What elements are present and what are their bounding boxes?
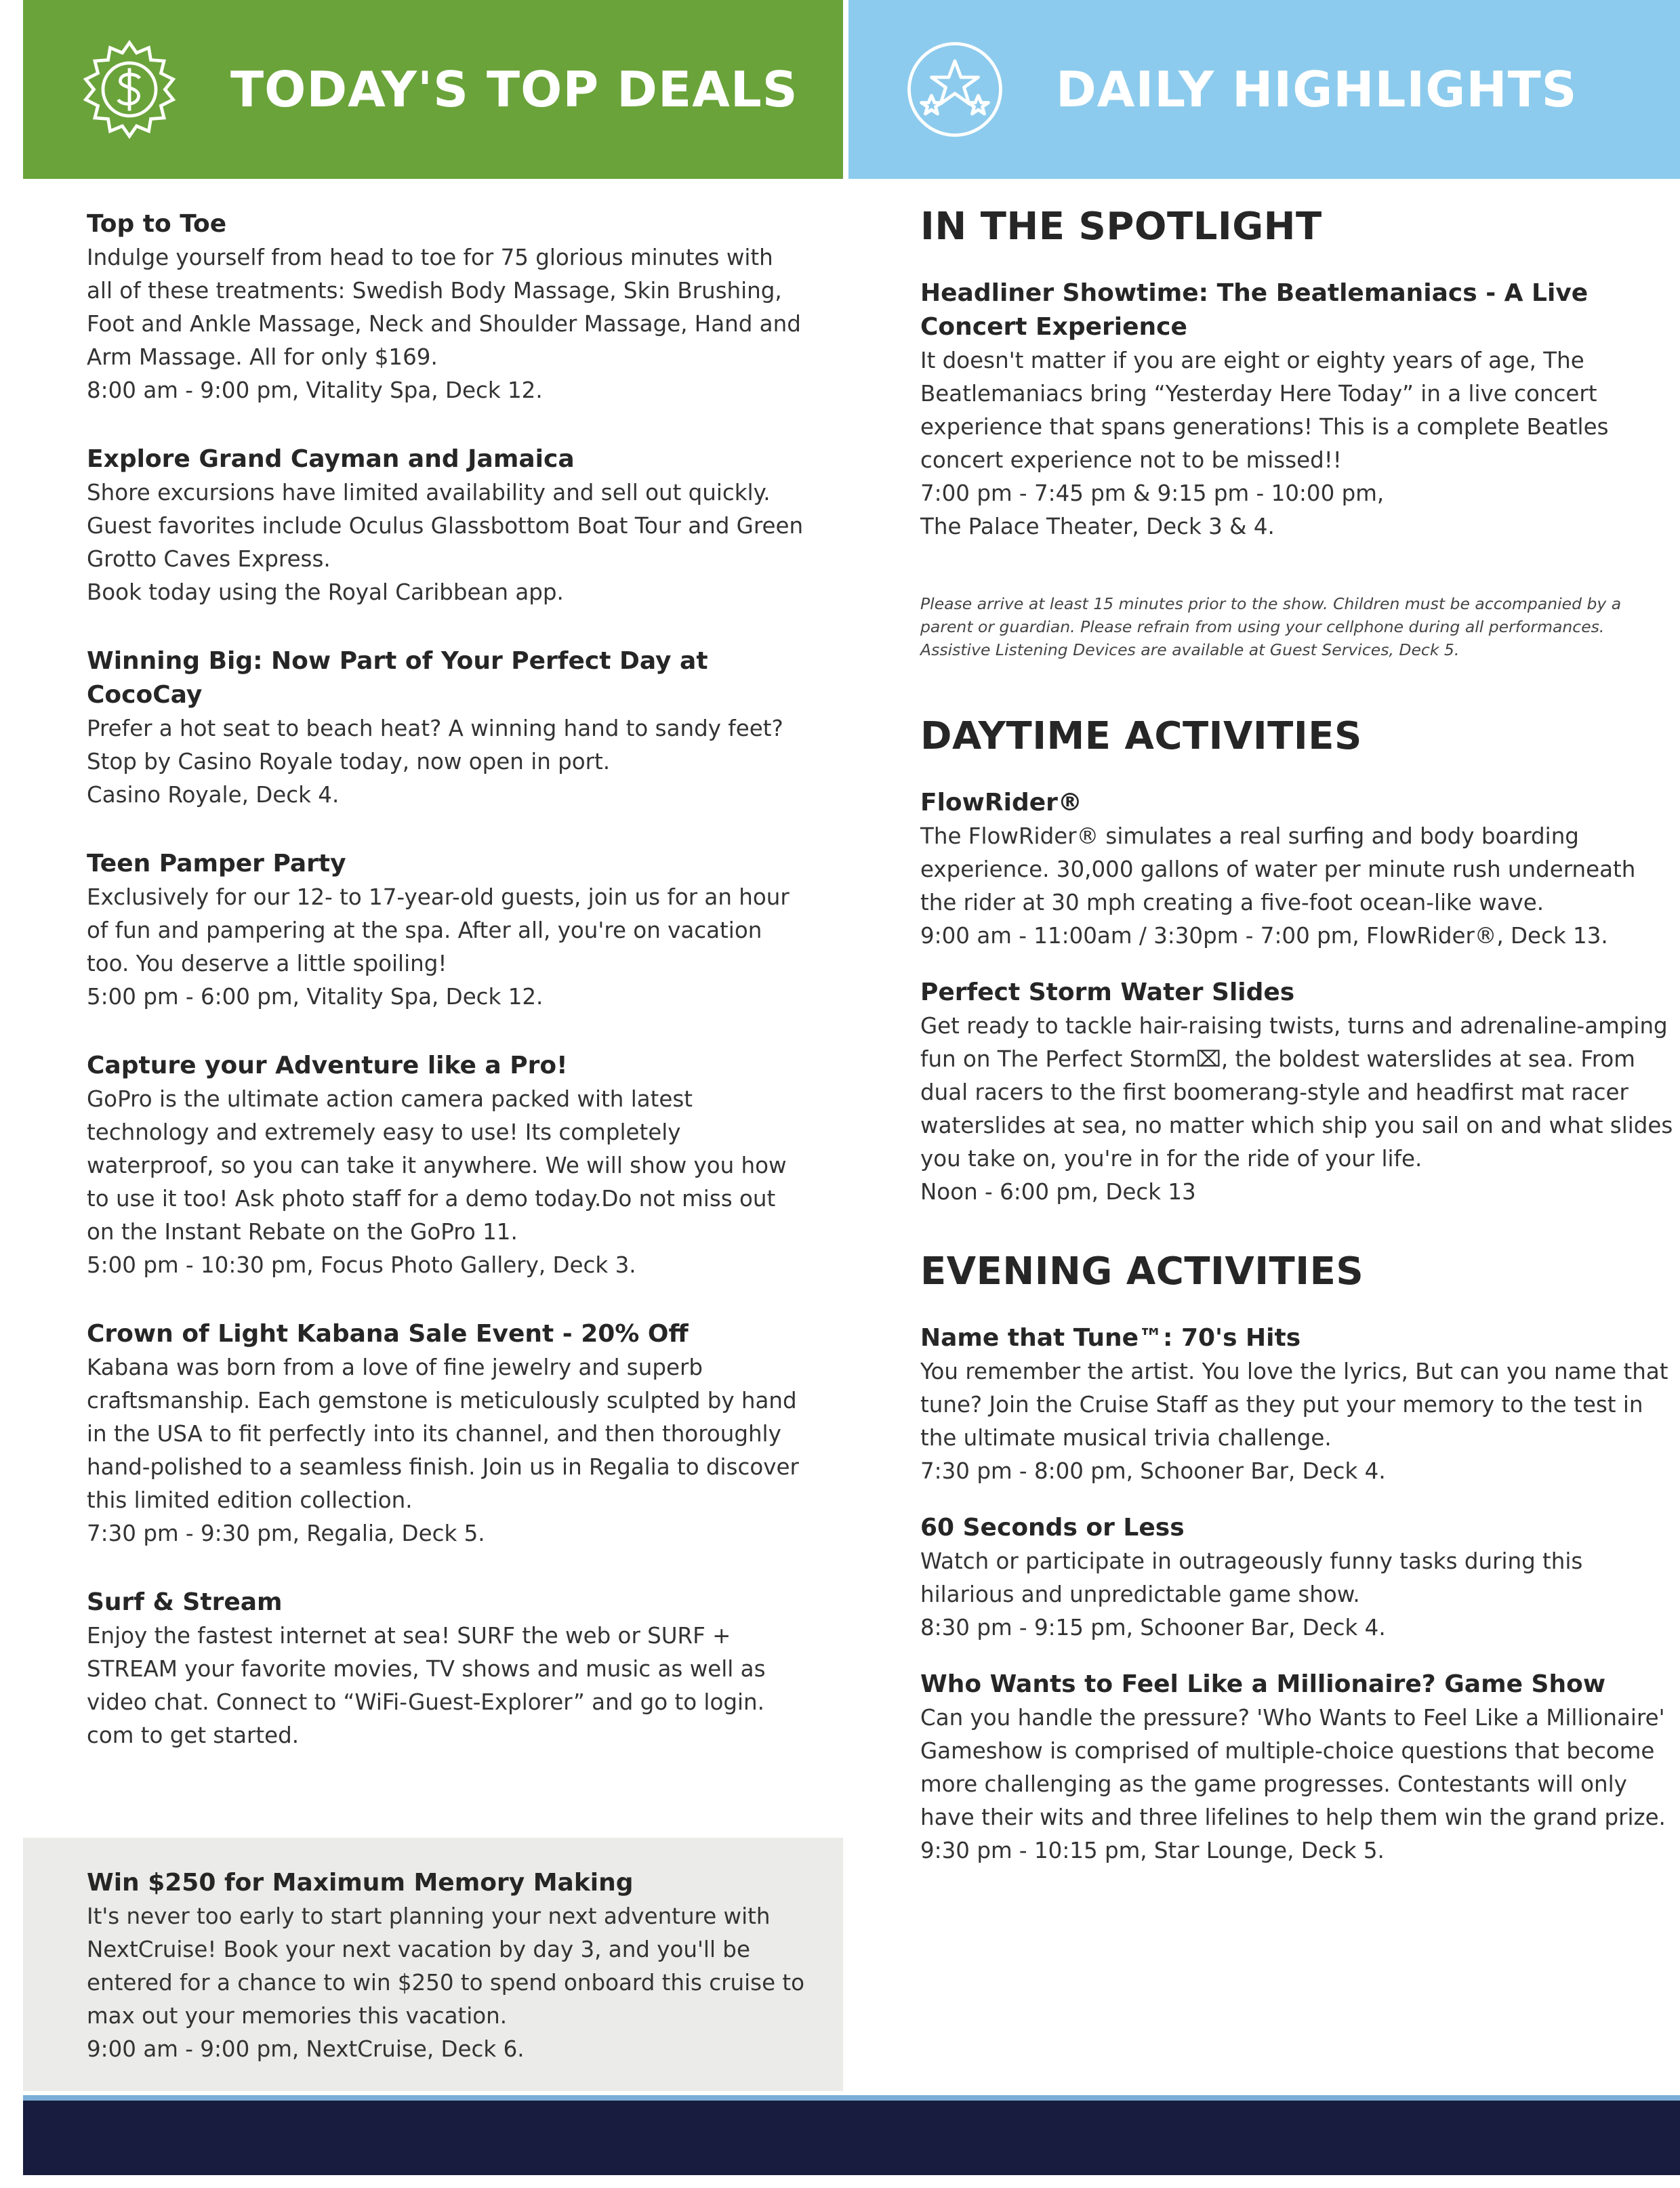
top-deals-header <box>23 0 843 179</box>
deal-title: Winning Big: Now Part of Your Perfect Day at CocoCay <box>87 647 708 709</box>
deal-item <box>87 1049 805 1282</box>
deal-schedule: 7:30 pm - 9:30 pm, Regalia, Deck 5. <box>87 1521 485 1546</box>
deal-schedule: Book today using the Royal Caribbean app. <box>87 579 564 605</box>
stars-circle-icon <box>904 39 1006 140</box>
activity-item <box>920 1511 1674 1645</box>
activity-description: Get ready to tackle hair-raising twists, turns and adrenaline-amping fun on The Perfect Storm⌧, the boldest waterslides at sea. From dual racers to the first boomerang-style and headfirst mat racer waterslides at sea, no matter which ship you sail on and what slides you take on, you're in for the ride of your life. <box>920 1013 1673 1172</box>
activity-schedule: 8:30 pm - 9:15 pm, Schooner Bar, Deck 4. <box>920 1615 1386 1640</box>
deal-title: Surf & Stream <box>87 1588 283 1616</box>
activity-description: You remember the artist. You love the lyrics, But can you name that tune? Join the Cruise Staff as they put your memory to the test in the ultimate musical trivia challenge. <box>920 1359 1668 1451</box>
deal-item <box>87 1317 805 1550</box>
activity-title: FlowRider® <box>920 789 1082 817</box>
deal-item <box>87 442 805 609</box>
deal-description: Exclusively for our 12- to 17-year-old guests, join us for an hour of fun and pampering at the spa. After all, you're on vacation too. You deserve a little spoiling! <box>87 884 790 976</box>
activity-item <box>920 786 1674 953</box>
activity-schedule: 9:00 am - 11:00am / 3:30pm - 7:00 pm, FlowRider®, Deck 13. <box>920 923 1608 949</box>
spotlight-description: It doesn't matter if you are eight or eighty years of age, The Beatlemaniacs bring “Yesterday Here Today” in a live concert experience that spans generations! This is a complete Beatles concert experience not to be missed!! <box>920 348 1609 473</box>
deal-item <box>87 207 805 407</box>
deal-title: Teen Pamper Party <box>87 850 346 878</box>
deal-schedule: 5:00 pm - 6:00 pm, Vitality Spa, Deck 12. <box>87 984 544 1010</box>
activity-item <box>920 1321 1674 1488</box>
deal-title: Explore Grand Cayman and Jamaica <box>87 445 575 473</box>
highlights-column <box>920 203 1674 1891</box>
deal-title: Crown of Light Kabana Sale Event - 20% Off <box>87 1320 689 1348</box>
spotlight-title: Headliner Showtime: The Beatlemaniacs - A Live Concert Experience <box>920 279 1589 341</box>
spotlight-schedule: 7:00 pm - 7:45 pm & 9:15 pm - 10:00 pm, <box>920 480 1385 506</box>
deal-schedule: 5:00 pm - 10:30 pm, Focus Photo Gallery, Deck 3. <box>87 1252 636 1278</box>
spotlight-note: Please arrive at least 15 minutes prior to the show. Children must be accompanied by a parent or guardian. Please refrain from using your cellphone during all performances. Assistive Listening Devices are available at Guest Services, Deck 5. <box>920 594 1622 659</box>
deal-title: Top to Toe <box>87 210 227 238</box>
deal-title: Capture your Adventure like a Pro! <box>87 1052 568 1079</box>
activity-title: Who Wants to Feel Like a Millionaire? Game Show <box>920 1670 1606 1698</box>
promo-schedule: 9:00 am - 9:00 pm, NextCruise, Deck 6. <box>87 2036 525 2062</box>
spotlight-venue: The Palace Theater, Deck 3 & 4. <box>920 514 1275 539</box>
spotlight-item <box>920 276 1674 543</box>
activity-description: Can you handle the pressure? 'Who Wants to Feel Like a Millionaire' Gameshow is comprised of multiple-choice questions that become more challenging as the game progresses. Contestants will only have their wits and three lifelines to help them win the grand prize. <box>920 1705 1666 1830</box>
footer-bar <box>23 2101 1680 2175</box>
deal-schedule: 8:00 am - 9:00 pm, Vitality Spa, Deck 12. <box>87 377 543 403</box>
activity-description: Watch or participate in outrageously funny tasks during this hilarious and unpredictable game show. <box>920 1548 1583 1607</box>
activity-schedule: Noon - 6:00 pm, Deck 13 <box>920 1179 1196 1205</box>
deal-description: Prefer a hot seat to beach heat? A winning hand to sandy feet? Stop by Casino Royale today, now open in port. <box>87 716 783 775</box>
spotlight-heading: IN THE SPOTLIGHT <box>920 205 1322 249</box>
promo-title: Win $250 for Maximum Memory Making <box>87 1869 634 1897</box>
deal-description: Enjoy the fastest internet at sea! SURF the web or SURF + STREAM your favorite movies, TV shows and music as well as video chat. Connect to “WiFi-Guest-Explorer” and go to login. com to get started. <box>87 1623 766 1748</box>
promo-description: It's never too early to start planning your next adventure with NextCruise! Book your next vacation by day 3, and you'll be entered for a chance to win $250 to spend onboard this cruise to max out your memories this vacation. <box>87 1903 805 2029</box>
activity-title: 60 Seconds or Less <box>920 1514 1185 1542</box>
promo-box <box>23 1838 843 2091</box>
evening-heading: EVENING ACTIVITIES <box>920 1250 1364 1294</box>
deal-item <box>87 644 805 812</box>
footer-rule <box>23 2095 1680 2101</box>
activity-schedule: 9:30 pm - 10:15 pm, Star Lounge, Deck 5. <box>920 1838 1385 1863</box>
deal-item <box>87 1586 805 1752</box>
deal-item <box>87 847 805 1014</box>
activity-schedule: 7:30 pm - 8:00 pm, Schooner Bar, Deck 4. <box>920 1458 1386 1484</box>
top-deals-title: TODAY'S TOP DEALS <box>230 61 798 118</box>
activity-title: Name that Tune™: 70's Hits <box>920 1324 1301 1352</box>
deal-description: Indulge yourself from head to toe for 75 glorious minutes with all of these treatments: Swedish Body Massage, Skin Brushing, Foot and Ankle Massage, Neck and Shoulder Massage, Hand and Arm Massage. All for only $169. <box>87 245 801 370</box>
daily-highlights-header <box>848 0 1680 179</box>
deal-description: Shore excursions have limited availability and sell out quickly. Guest favorites include Oculus Glassbottom Boat Tour and Green Grotto Caves Express. <box>87 480 804 572</box>
activity-item <box>920 976 1674 1209</box>
deal-description: GoPro is the ultimate action camera packed with latest technology and extremely easy to use! Its completely waterproof, so you can take it anywhere. We will show you how to use it too! Ask photo staff for a demo today.Do not miss out on the Instant Rebate on the GoPro 11. <box>87 1086 787 1245</box>
activity-item <box>920 1668 1674 1867</box>
deals-list <box>87 207 805 1788</box>
activity-description: The FlowRider® simulates a real surfing and body boarding experience. 30,000 gallons of water per minute rush underneath the rider at 30 mph creating a five-foot ocean-like wave. <box>920 823 1636 915</box>
activity-title: Perfect Storm Water Slides <box>920 978 1295 1006</box>
deal-schedule: Casino Royale, Deck 4. <box>87 782 340 808</box>
daytime-heading: DAYTIME ACTIVITIES <box>920 714 1362 758</box>
daily-highlights-title: DAILY HIGHLIGHTS <box>1056 61 1578 118</box>
dollar-badge-icon <box>79 39 180 140</box>
deal-description: Kabana was born from a love of fine jewelry and superb craftsmanship. Each gemstone is meticulously sculpted by hand in the USA to fit perfectly into its channel, and then thoroughly hand-polished to a seamless finish. Join us in Regalia to discover this limited edition collection. <box>87 1355 799 1513</box>
